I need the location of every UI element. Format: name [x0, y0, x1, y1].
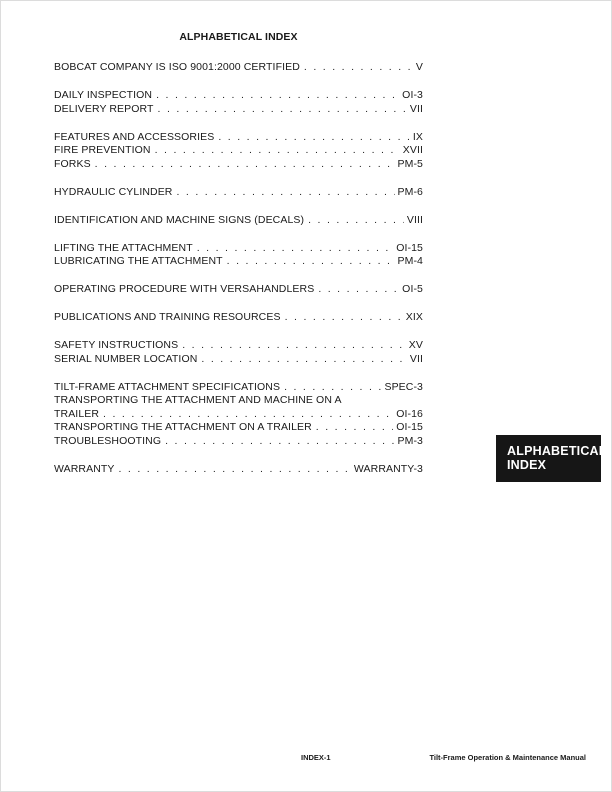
dot-leader [197, 242, 394, 256]
dot-leader [119, 463, 351, 477]
index-entry-page: PM-3 [397, 434, 423, 447]
dot-leader [227, 255, 395, 269]
index-entry-label: TRAILER [54, 407, 100, 420]
index-entry-row [54, 435, 423, 449]
index-entry-label: SERIAL NUMBER LOCATION [54, 352, 198, 365]
index-entry-page: V [415, 61, 423, 73]
index-entry-label: LIFTING THE ATTACHMENT [54, 241, 193, 254]
index-entry-page: OI-15 [396, 241, 423, 254]
index-entry-row [54, 255, 423, 269]
index-entry-row [54, 214, 423, 228]
index-group [54, 242, 423, 269]
section-tab-alphabetical-index [496, 435, 607, 482]
index-group [54, 311, 423, 325]
dot-leader [155, 144, 400, 158]
dot-leader [156, 89, 399, 103]
index-group [54, 214, 423, 228]
index-group [54, 381, 423, 449]
index-entry-label: FIRE PREVENTION [54, 144, 151, 156]
index-entry-page: OI-16 [396, 407, 423, 420]
index-entry-label: TILT-FRAME ATTACHMENT SPECIFICATIONS [54, 380, 281, 393]
index-entry-page: PM-5 [397, 157, 423, 170]
index-entry-page: XV [408, 339, 423, 351]
dot-leader [177, 186, 395, 200]
footer-manual-title: Tilt-Frame Operation & Maintenance Manual [429, 753, 586, 762]
section-tab-line2: INDEX [507, 458, 547, 472]
index-entry-page: IX [412, 130, 423, 143]
index-group [54, 89, 423, 116]
index-entry-label: IDENTIFICATION AND MACHINE SIGNS (DECALS) [54, 213, 305, 226]
index-entry-page: VII [409, 102, 423, 115]
index-group [54, 186, 423, 200]
dot-leader [182, 339, 406, 353]
index-entry-row [54, 394, 423, 408]
index-entry-label: LUBRICATING THE ATTACHMENT [54, 255, 223, 267]
index-entry-label: DAILY INSPECTION [54, 89, 153, 101]
index-entry-row [54, 89, 423, 103]
index-entry-label: DELIVERY REPORT [54, 102, 154, 115]
index-group [54, 339, 423, 366]
index-entry-label: TRANSPORTING THE ATTACHMENT AND MACHINE ON A [54, 394, 342, 406]
index-entry-page: PM-4 [397, 255, 423, 267]
dot-leader [304, 61, 413, 75]
index-entry-page: PM-6 [397, 185, 423, 198]
dot-leader [285, 311, 403, 325]
index-entry-row [54, 353, 423, 367]
dot-leader [284, 381, 381, 395]
index-entry-row [54, 463, 423, 477]
index-entry-row [54, 103, 423, 117]
index-entry-label: PUBLICATIONS AND TRAINING RESOURCES [54, 311, 281, 323]
dot-leader [95, 158, 395, 172]
index-entry-page: OI-15 [396, 421, 423, 433]
index-group [54, 463, 423, 477]
index-entry-row [54, 158, 423, 172]
index-entry-label: FEATURES AND ACCESSORIES [54, 130, 215, 143]
dot-leader [201, 353, 406, 367]
index-entry-row [54, 242, 423, 256]
dot-leader [318, 283, 399, 297]
dot-leader [158, 103, 407, 117]
index-entry-row [54, 186, 423, 200]
index-entry-row [54, 421, 423, 435]
dot-leader [316, 421, 393, 435]
index-entry-page: XVII [402, 144, 423, 156]
section-tab-line1: ALPHABETICAL [507, 444, 607, 458]
dot-leader [103, 408, 393, 422]
footer-page-number: INDEX-1 [301, 753, 331, 762]
dot-leader [218, 131, 410, 145]
index-entry-page: XIX [405, 311, 423, 323]
index-entry-page: OI-5 [402, 283, 423, 295]
index-entry-label: TRANSPORTING THE ATTACHMENT ON A TRAILER [54, 421, 312, 433]
index-group [54, 283, 423, 297]
dot-leader [165, 435, 394, 449]
alphabetical-index-list [54, 61, 423, 476]
index-group [54, 131, 423, 172]
index-entry-label: HYDRAULIC CYLINDER [54, 185, 173, 198]
index-entry-page: VIII [406, 213, 423, 226]
index-entry-label: OPERATING PROCEDURE WITH VERSAHANDLERS [54, 283, 315, 295]
index-entry-label: TROUBLESHOOTING [54, 434, 162, 447]
index-entry-label: WARRANTY [54, 462, 115, 475]
dot-leader [308, 214, 404, 228]
index-group [54, 61, 423, 75]
index-entry-row [54, 408, 423, 422]
index-entry-page: WARRANTY-3 [353, 462, 423, 475]
index-entry-row [54, 339, 423, 353]
index-entry-page: OI-3 [402, 89, 423, 101]
index-entry-label: SAFETY INSTRUCTIONS [54, 339, 179, 351]
page-title: ALPHABETICAL INDEX [179, 31, 298, 43]
index-entry-page: VII [409, 352, 423, 365]
index-entry-row [54, 311, 423, 325]
index-entry-row [54, 131, 423, 145]
index-entry-page: SPEC-3 [384, 380, 423, 393]
index-entry-row [54, 283, 423, 297]
index-entry-row [54, 144, 423, 158]
index-entry-label: BOBCAT COMPANY IS ISO 9001:2000 CERTIFIED [54, 61, 300, 73]
index-entry-row [54, 381, 423, 395]
index-entry-row [54, 61, 423, 75]
index-entry-label: FORKS [54, 157, 91, 170]
